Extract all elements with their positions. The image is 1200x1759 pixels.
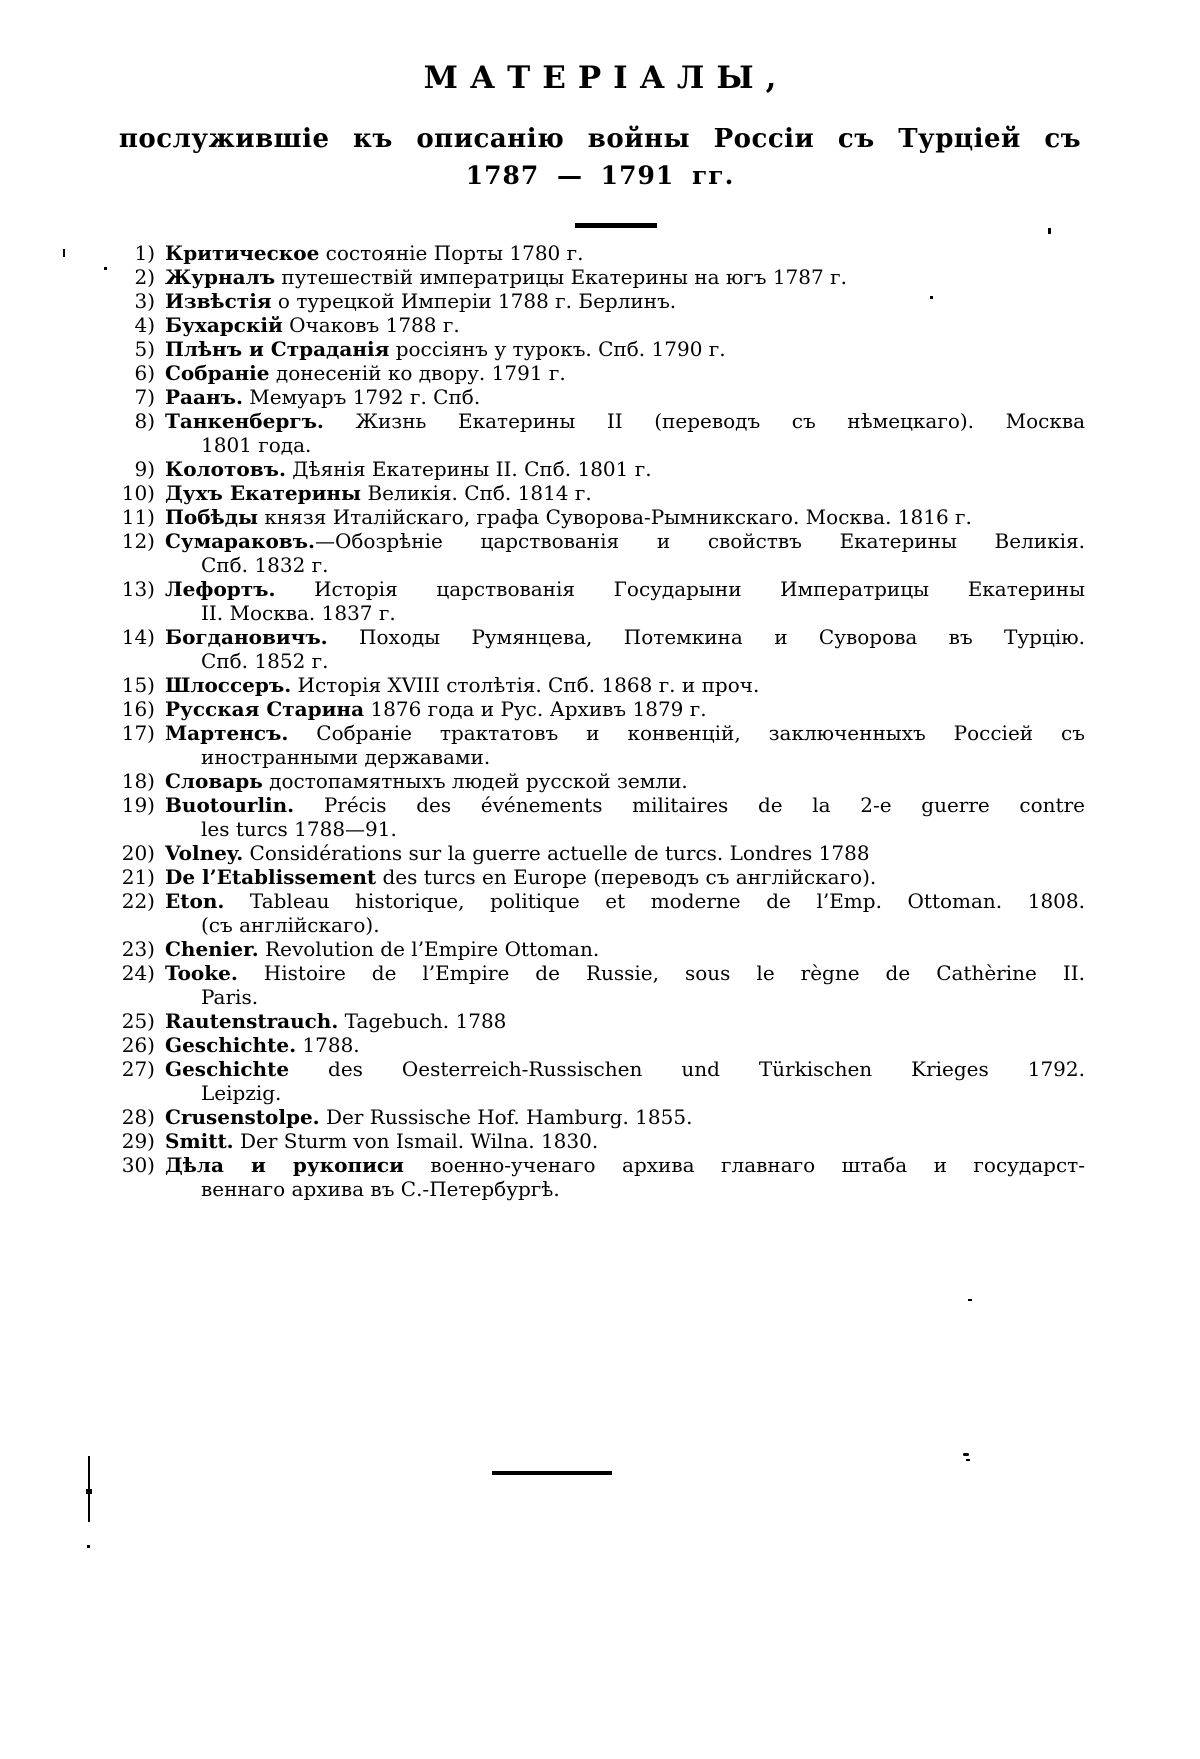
item-number: 19) — [121, 793, 155, 817]
item-text — [165, 889, 1085, 937]
item-line2: 1801 года. — [201, 433, 312, 457]
item-line1 — [165, 937, 1085, 961]
item-line1 — [165, 961, 1085, 985]
item-lead: Crusenstolpe. — [165, 1105, 320, 1129]
item-text — [165, 697, 1085, 721]
item-rest: россіянъ у турокъ. Спб. 1790 г. — [389, 337, 726, 361]
item-rest: Tagebuch. 1788 — [338, 1009, 507, 1033]
item-line1 — [165, 361, 1085, 385]
item-rest: Исторія XVIII столѣтія. Спб. 1868 г. и проч. — [291, 673, 760, 697]
item-number: 7) — [134, 385, 155, 409]
item-text — [165, 505, 1085, 529]
item-rest: состояніе Порты 1780 г. — [319, 241, 584, 265]
item-line1 — [165, 769, 1085, 793]
bibliography-item — [107, 265, 1200, 289]
bibliography-item — [107, 1057, 1200, 1105]
item-line1 — [165, 1033, 1085, 1057]
item-number: 28) — [121, 1105, 155, 1129]
item-number: 20) — [121, 841, 155, 865]
item-lead: Журналъ — [165, 265, 276, 289]
item-line1 — [165, 721, 1085, 745]
scan-artifact — [104, 267, 107, 270]
item-lead: Сумараковъ. — [165, 529, 315, 553]
item-rest: Revolution de l’Empire Ottoman. — [258, 937, 600, 961]
item-line1 — [165, 337, 1085, 361]
item-line1 — [165, 385, 1085, 409]
item-line1 — [165, 865, 1085, 889]
item-rest: достопамятныхъ людей русской земли. — [262, 769, 688, 793]
item-text — [165, 241, 1085, 265]
item-number: 24) — [121, 961, 155, 985]
item-lead: Volney. — [165, 841, 244, 865]
bibliography-item — [107, 457, 1200, 481]
item-number: 26) — [121, 1033, 155, 1057]
item-lead: Бухарскій — [165, 313, 283, 337]
item-text — [165, 625, 1085, 673]
bibliography-item — [107, 313, 1200, 337]
bibliography-item — [107, 385, 1200, 409]
item-number: 6) — [134, 361, 155, 385]
item-lead: Критическое — [165, 241, 320, 265]
item-lead: Богдановичъ. — [165, 625, 328, 649]
bibliography-item — [107, 961, 1200, 1009]
item-line1 — [165, 697, 1085, 721]
bibliography-item — [107, 1153, 1200, 1201]
date-range: 1787 — 1791 гг. — [465, 161, 735, 190]
item-text — [165, 529, 1085, 577]
item-text — [165, 361, 1085, 385]
item-rest: des turcs en Europe (переводъ съ англійскаго). — [376, 865, 877, 889]
item-line1 — [165, 1057, 1085, 1081]
item-rest: донесеній ко двору. 1791 г. — [269, 361, 566, 385]
scan-artifact — [930, 296, 933, 299]
item-rest: военно-ученаго архива главнаго штаба и государст- — [403, 1153, 1085, 1177]
item-line2: Спб. 1832 г. — [201, 553, 329, 577]
item-lead: Tooke. — [165, 961, 238, 985]
bibliography-item — [107, 673, 1200, 697]
item-rest: des Oesterreich-Russischen und Türkischen Krieges 1792. — [289, 1057, 1085, 1081]
item-number: 30) — [121, 1153, 155, 1177]
item-line1 — [165, 673, 1085, 697]
item-line1 — [165, 1105, 1085, 1129]
item-rest: Дѣянія Екатерины II. Спб. 1801 г. — [285, 457, 652, 481]
item-lead: Eton. — [165, 889, 225, 913]
item-lead: Buotourlin. — [165, 793, 295, 817]
item-lead: Дѣла и рукописи — [165, 1153, 404, 1177]
item-text — [165, 289, 1085, 313]
item-text — [165, 865, 1085, 889]
item-number: 14) — [121, 625, 155, 649]
item-line2: Спб. 1852 г. — [201, 649, 329, 673]
item-number: 5) — [134, 337, 155, 361]
item-text — [165, 1105, 1085, 1129]
item-line1 — [165, 265, 1085, 289]
item-text — [165, 1009, 1085, 1033]
item-rest: Considérations sur la guerre actuelle de turcs. Londres 1788 — [243, 841, 870, 865]
bottom-divider — [492, 1471, 612, 1475]
bibliography-item — [107, 409, 1200, 457]
item-rest: князя Италійскаго, графа Суворова-Рымникскаго. Москва. 1816 г. — [258, 505, 972, 529]
item-lead: Шлоссеръ. — [165, 673, 292, 697]
item-line2: (съ англійскаго). — [201, 913, 380, 937]
bibliography-item — [107, 577, 1200, 625]
scan-artifact — [968, 1299, 972, 1301]
item-text — [165, 385, 1085, 409]
item-rest: Мемуаръ 1792 г. Спб. — [242, 385, 481, 409]
item-line2: Leipzig. — [201, 1081, 282, 1105]
item-lead: Chenier. — [165, 937, 259, 961]
item-lead: Плѣнъ и Страданія — [165, 337, 390, 361]
scan-artifact — [963, 1453, 969, 1456]
item-text — [165, 337, 1085, 361]
item-number: 18) — [121, 769, 155, 793]
scan-artifact — [1048, 228, 1051, 234]
item-number: 1) — [134, 241, 155, 265]
bibliography-list — [0, 241, 1200, 1201]
document-header — [0, 0, 1200, 228]
bibliography-item — [107, 1033, 1200, 1057]
item-line1 — [165, 577, 1085, 601]
item-number: 21) — [121, 865, 155, 889]
item-number: 22) — [121, 889, 155, 913]
item-lead: Побѣды — [165, 505, 259, 529]
item-line1 — [165, 1009, 1085, 1033]
item-line1 — [165, 841, 1085, 865]
bibliography-item — [107, 1129, 1200, 1153]
bibliography-item — [107, 337, 1200, 361]
item-number: 27) — [121, 1057, 155, 1081]
item-lead: Раанъ. — [165, 385, 243, 409]
item-lead: Словарь — [165, 769, 263, 793]
item-number: 29) — [121, 1129, 155, 1153]
bibliography-item — [107, 937, 1200, 961]
item-rest: 1788. — [296, 1033, 360, 1057]
item-rest: Der Russische Hof. Hamburg. 1855. — [319, 1105, 693, 1129]
item-number: 17) — [121, 721, 155, 745]
item-rest: о турецкой Имперіи 1788 г. Берлинъ. — [271, 289, 677, 313]
item-number: 15) — [121, 673, 155, 697]
item-line1 — [165, 1153, 1085, 1177]
item-line2: веннаго архива въ С.-Петербургѣ. — [201, 1177, 560, 1201]
bibliography-item — [107, 361, 1200, 385]
item-rest: Очаковъ 1788 г. — [282, 313, 460, 337]
bibliography-item — [107, 625, 1200, 673]
item-rest: Собраніе трактатовъ и конвенцій, заключенныхъ Россіей съ — [288, 721, 1085, 745]
item-text — [165, 937, 1085, 961]
item-text — [165, 265, 1085, 289]
scan-artifact — [87, 1545, 90, 1548]
item-rest: Походы Румянцева, Потемкина и Суворова въ Турцію. — [327, 625, 1085, 649]
item-line1 — [165, 241, 1085, 265]
item-lead: Geschichte. — [165, 1033, 297, 1057]
bibliography-item — [107, 1105, 1200, 1129]
item-text — [165, 769, 1085, 793]
item-rest: Précis des événements militaires de la 2-e guerre contre — [294, 793, 1085, 817]
item-lead: Мартенсъ. — [165, 721, 289, 745]
item-rest: 1876 года и Рус. Архивъ 1879 г. — [364, 697, 707, 721]
item-text — [165, 1033, 1085, 1057]
item-number: 4) — [134, 313, 155, 337]
item-line1 — [165, 289, 1085, 313]
item-line1 — [165, 481, 1085, 505]
bibliography-item — [107, 289, 1200, 313]
item-number: 25) — [121, 1009, 155, 1033]
bibliography-item — [107, 697, 1200, 721]
item-line2: II. Москва. 1837 г. — [201, 601, 396, 625]
bibliography-item — [107, 529, 1200, 577]
item-text — [165, 1153, 1085, 1201]
item-lead: Geschichte — [165, 1057, 290, 1081]
bibliography-item — [107, 481, 1200, 505]
item-text — [165, 481, 1085, 505]
bibliography-item — [107, 793, 1200, 841]
item-line1 — [165, 889, 1085, 913]
page-title: МАТЕРІАЛЫ, — [423, 60, 789, 96]
bibliography-item — [107, 769, 1200, 793]
item-number: 13) — [121, 577, 155, 601]
item-lead: Колотовъ. — [165, 457, 286, 481]
item-line2: Paris. — [201, 985, 259, 1009]
bibliography-item — [107, 505, 1200, 529]
item-rest: Tableau historique, politique et moderne de l’Emp. Ottoman. 1808. — [224, 889, 1085, 913]
item-number: 11) — [121, 505, 155, 529]
item-number: 9) — [134, 457, 155, 481]
item-line1 — [165, 457, 1085, 481]
item-rest: Жизнь Екатерины II (переводъ съ нѣмецкаго). Москва — [323, 409, 1085, 433]
item-lead: Русская Старина — [165, 697, 365, 721]
item-text — [165, 841, 1085, 865]
item-line1 — [165, 793, 1085, 817]
item-line1 — [165, 505, 1085, 529]
item-number: 23) — [121, 937, 155, 961]
bibliography-item — [107, 889, 1200, 937]
item-lead: Духъ Екатерины — [165, 481, 362, 505]
item-text — [165, 1129, 1085, 1153]
item-text — [165, 313, 1085, 337]
item-line1 — [165, 409, 1085, 433]
item-rest: Великія. Спб. 1814 г. — [361, 481, 592, 505]
item-text — [165, 577, 1085, 625]
item-lead: Танкенбергъ. — [165, 409, 324, 433]
item-number: 3) — [134, 289, 155, 313]
item-text — [165, 673, 1085, 697]
item-text — [165, 793, 1085, 841]
bibliography-item — [107, 241, 1200, 265]
item-line2: иностранными державами. — [201, 745, 491, 769]
item-rest: —Обозрѣніе царствованія и свойствъ Екатерины Великія. — [314, 529, 1085, 553]
item-rest: Der Sturm von Ismail. Wilna. 1830. — [233, 1129, 599, 1153]
item-text — [165, 721, 1085, 769]
item-text — [165, 1057, 1085, 1105]
item-line1 — [165, 529, 1085, 553]
bibliography-item — [107, 1009, 1200, 1033]
item-rest: Исторія царствованія Государыни Императрицы Екатерины — [275, 577, 1085, 601]
item-lead: De l’Etablissement — [165, 865, 377, 889]
item-lead: Лефортъ. — [165, 577, 276, 601]
item-lead: Извѣстія — [165, 289, 272, 313]
item-number: 16) — [121, 697, 155, 721]
item-text — [165, 409, 1085, 457]
scan-artifact — [86, 1489, 92, 1494]
bibliography-item — [107, 841, 1200, 865]
scan-artifact — [966, 1459, 970, 1461]
top-divider — [575, 223, 657, 228]
item-rest: путешествій императрицы Екатерины на югъ 1787 г. — [275, 265, 847, 289]
item-line2: les turcs 1788—91. — [201, 817, 397, 841]
item-rest: Histoire de l’Empire de Russie, sous le règne de Cathèrine II. — [237, 961, 1085, 985]
scan-artifact — [63, 249, 65, 257]
item-number: 12) — [121, 529, 155, 553]
item-lead: Smitt. — [165, 1129, 234, 1153]
item-lead: Собраніе — [165, 361, 270, 385]
item-line1 — [165, 625, 1085, 649]
bibliography-item — [107, 721, 1200, 769]
page-subtitle: послужившіе къ описанію войны Россіи съ Турціей съ — [118, 124, 1082, 154]
item-line1 — [165, 313, 1085, 337]
item-number: 8) — [134, 409, 155, 433]
bibliography-item — [107, 865, 1200, 889]
item-number: 2) — [134, 265, 155, 289]
item-text — [165, 457, 1085, 481]
item-text — [165, 961, 1085, 1009]
item-number: 10) — [121, 481, 155, 505]
item-lead: Rautenstrauch. — [165, 1009, 339, 1033]
item-line1 — [165, 1129, 1085, 1153]
